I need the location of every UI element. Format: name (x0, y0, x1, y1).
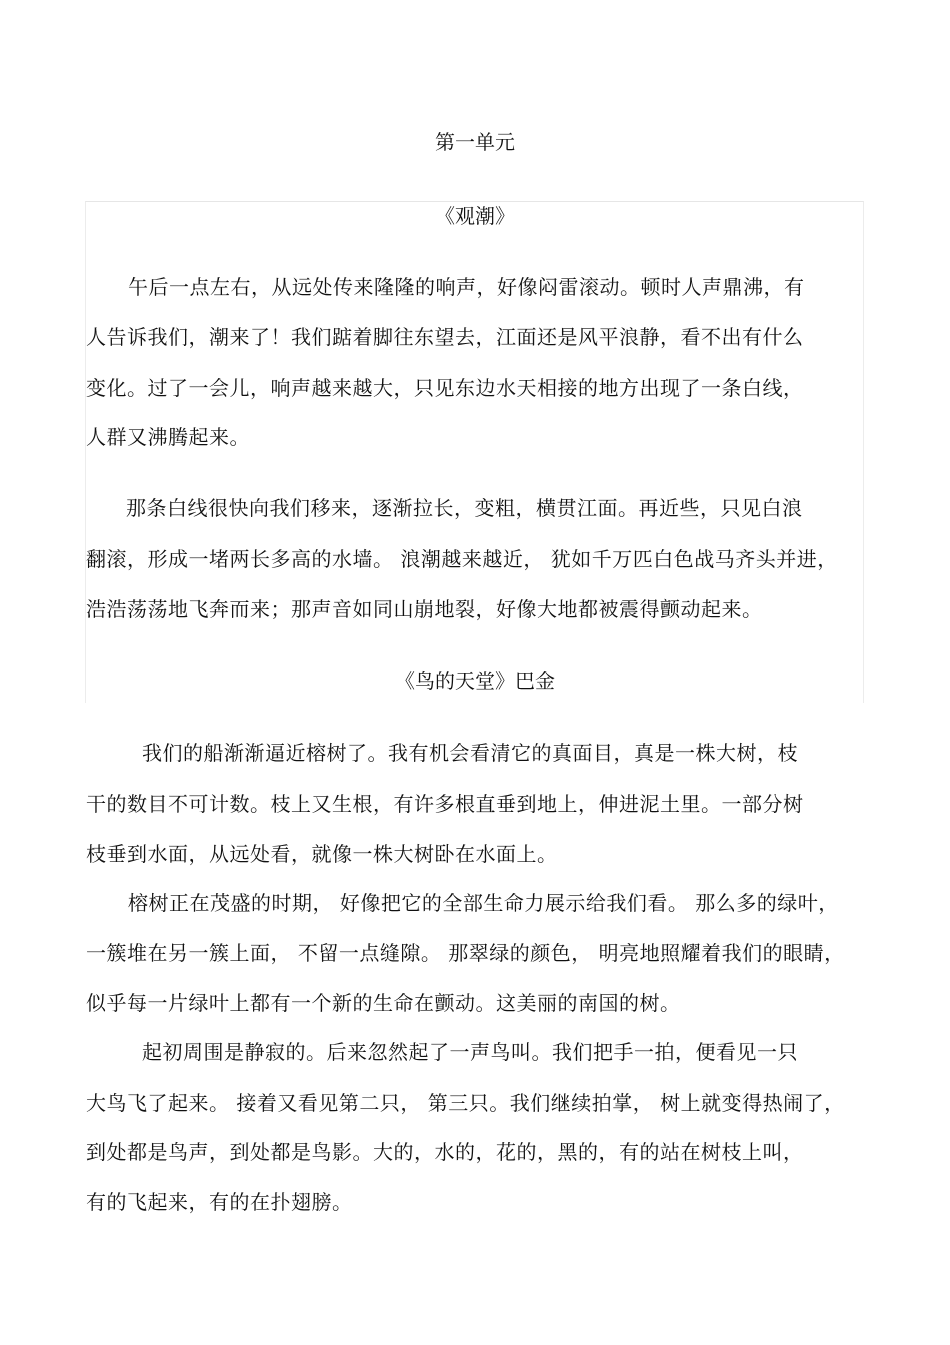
text-line: 人群又沸腾起来。 (86, 425, 250, 449)
text-line: 起初周围是静寂的。后来忽然起了一声鸟叫。我们把手一拍，便看见一只 (142, 1040, 798, 1064)
text-line: 我们的船渐渐逼近榕树了。我有机会看清它的真面目，真是一株大树，枝 (142, 741, 798, 765)
text-line: 到处都是鸟声，到处都是鸟影。大的，水的，花的，黑的，有的站在树枝上叫， (86, 1140, 804, 1164)
text-line: 翻滚，形成一堵两长多高的水墙。 浪潮越来越近， 犹如千万匹白色战马齐头并进， (86, 547, 838, 571)
text-line: 人告诉我们，潮来了！我们踮着脚往东望去，江面还是风平浪静，看不出有什么 (86, 325, 804, 349)
unit-title: 第一单元 (435, 130, 515, 154)
text-line: 一簇堆在另一簇上面， 不留一点缝隙。 那翠绿的颜色， 明亮地照耀着我们的眼睛， (86, 941, 845, 965)
text-line: 浩浩荡荡地飞奔而来；那声音如同山崩地裂，好像大地都被震得颤动起来。 (86, 597, 763, 621)
text-line: 有的飞起来，有的在扑翅膀。 (86, 1190, 353, 1214)
text-line: 午后一点左右，从远处传来隆隆的响声，好像闷雷滚动。顿时人声鼎沸，有 (128, 275, 805, 299)
text-line: 大鸟飞了起来。 接着又看见第二只， 第三只。我们继续拍掌， 树上就变得热闹了， (86, 1091, 845, 1115)
passage1-title: 《观潮》 (435, 204, 515, 228)
passage2-title: 《鸟的天堂》巴金 (395, 669, 555, 693)
text-line: 干的数目不可计数。枝上又生根，有许多根直垂到地上，伸进泥土里。一部分树 (86, 792, 804, 816)
text-line: 那条白线很快向我们移来，逐渐拉长，变粗，横贯江面。再近些，只见白浪 (126, 496, 803, 520)
text-line: 似乎每一片绿叶上都有一个新的生命在颤动。这美丽的南国的树。 (86, 991, 681, 1015)
text-line: 变化。过了一会儿，响声越来越大，只见东边水天相接的地方出现了一条白线， (86, 376, 804, 400)
text-line: 榕树正在茂盛的时期， 好像把它的全部生命力展示给我们看。 那么多的绿叶， (128, 891, 839, 915)
text-line: 枝垂到水面，从远处看，就像一株大树卧在水面上。 (86, 842, 558, 866)
